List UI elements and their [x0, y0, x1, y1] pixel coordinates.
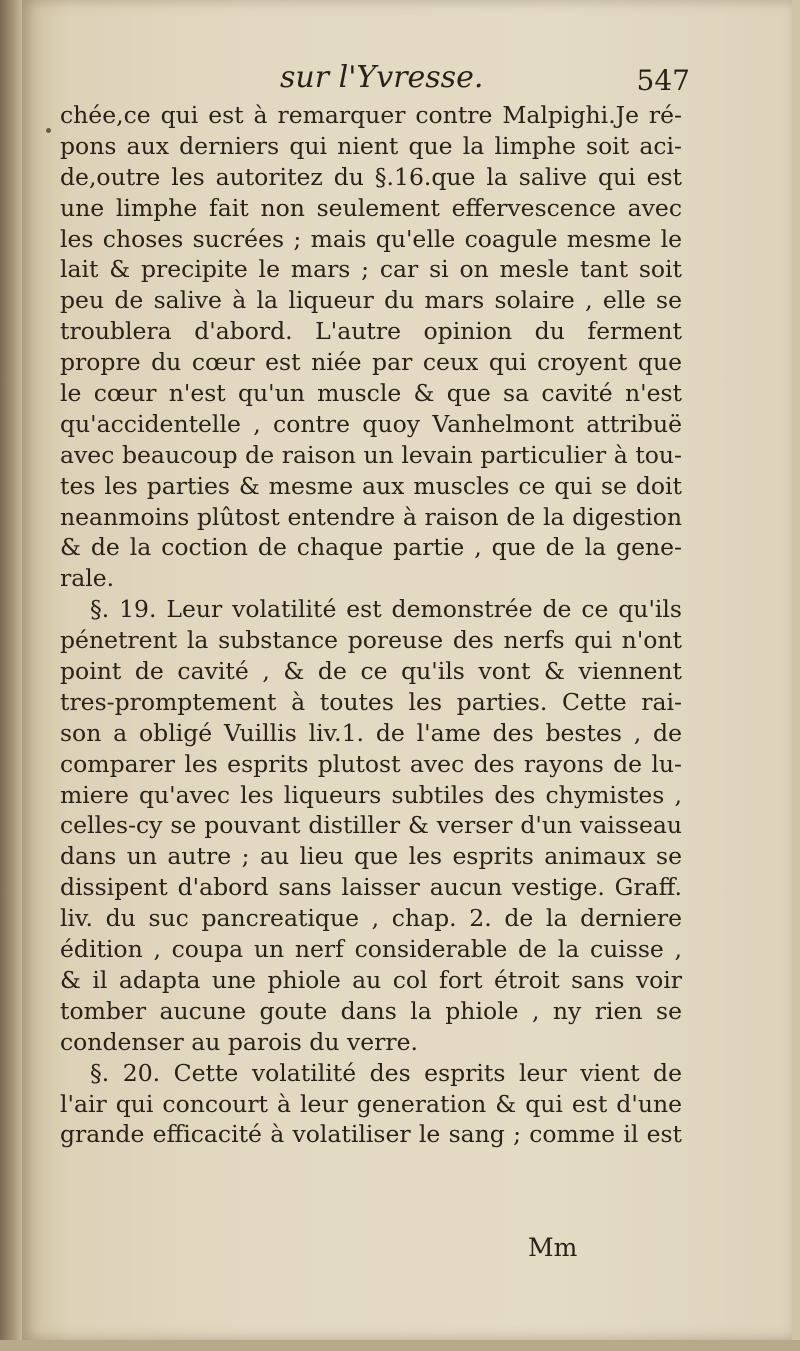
text-line: miere qu'avec les liqueurs subtiles des chymistes , [60, 780, 682, 809]
text-line: comparer les esprits plutost avec des rayons de lu- [60, 749, 682, 778]
text-line: tes les parties & mesme aux muscles ce qui se doit [60, 471, 682, 500]
body-text [60, 100, 682, 1150]
margin-mark [46, 128, 51, 133]
signature-mark: Mm [528, 1233, 578, 1262]
text-line: tomber aucune goute dans la phiole , ny rien se [60, 996, 682, 1025]
text-line: chée,ce qui est à remarquer contre Malpighi.Je ré- [60, 101, 682, 129]
text-line: dans un autre ; au lieu que les esprits animaux se [60, 842, 682, 871]
text-line: le cœur n'est qu'un muscle & que sa cavité n'est [60, 379, 682, 408]
text-line: celles-cy se pouvant distiller & verser d'un vaisseau [60, 811, 682, 840]
text-line: grande efficacité à volatiliser le sang ; comme il est [60, 1120, 682, 1149]
text-line: peu de salive à la liqueur du mars solaire , elle se [60, 286, 682, 315]
text-line: propre du cœur est niée par ceux qui croyent que [60, 348, 682, 377]
text-line: lait & precipite le mars ; car si on mesle tant soit [60, 255, 682, 284]
text-line: une limphe fait non seulement effervescence avec [60, 193, 682, 222]
paragraph-start-19: §. 19. Leur volatilité est demonstrée de ce qu'ils [90, 595, 682, 624]
text-line: l'air qui concourt à leur generation & qui est d'une [60, 1089, 682, 1118]
text-line: son a obligé Vuillis liv.1. de l'ame des bestes , de [60, 718, 682, 747]
text-line: avec beaucoup de raison un levain particulier à tou- [60, 440, 682, 469]
text-line: édition , coupa un nerf considerable de la cuisse , [60, 935, 682, 964]
text-line: & de la coction de chaque partie , que de la gene- [60, 533, 682, 562]
text-line: pénetrent la substance poreuse des nerfs qui n'ont [60, 626, 682, 655]
text-line: liv. du suc pancreatique , chap. 2. de la derniere [60, 904, 682, 933]
running-title: sur l'Yvresse. [280, 60, 484, 95]
text-line: qu'accidentelle , contre quoy Vanhelmont attribuë [60, 409, 682, 438]
text-line: de,outre les autoritez du §.16.que la salive qui est [60, 162, 682, 191]
paragraph-start-20: §. 20. Cette volatilité des esprits leur vient de [90, 1058, 682, 1087]
text-line: dissipent d'abord sans laisser aucun vestige. Graff. [60, 873, 682, 902]
text-line: rale. [60, 564, 115, 593]
book-gutter [0, 0, 22, 1351]
page-bottom-edge [0, 1340, 800, 1351]
page-number: 547 [636, 64, 690, 97]
text-line: troublera d'abord. L'autre opinion du ferment [60, 317, 682, 346]
page-header [60, 58, 690, 102]
text-line: tres-promptement à toutes les parties. Cette rai- [60, 687, 682, 716]
text-line: condenser au parois du verre. [60, 1027, 418, 1056]
text-line: pons aux derniers qui nient que la limphe soit aci- [60, 131, 682, 160]
text-line: point de cavité , & de ce qu'ils vont & viennent [60, 657, 682, 686]
text-line: neanmoins plûtost entendre à raison de la digestion [60, 502, 682, 531]
text-line: & il adapta une phiole au col fort étroit sans voir [60, 965, 682, 994]
text-line: les choses sucrées ; mais qu'elle coagule mesme le [60, 224, 682, 253]
